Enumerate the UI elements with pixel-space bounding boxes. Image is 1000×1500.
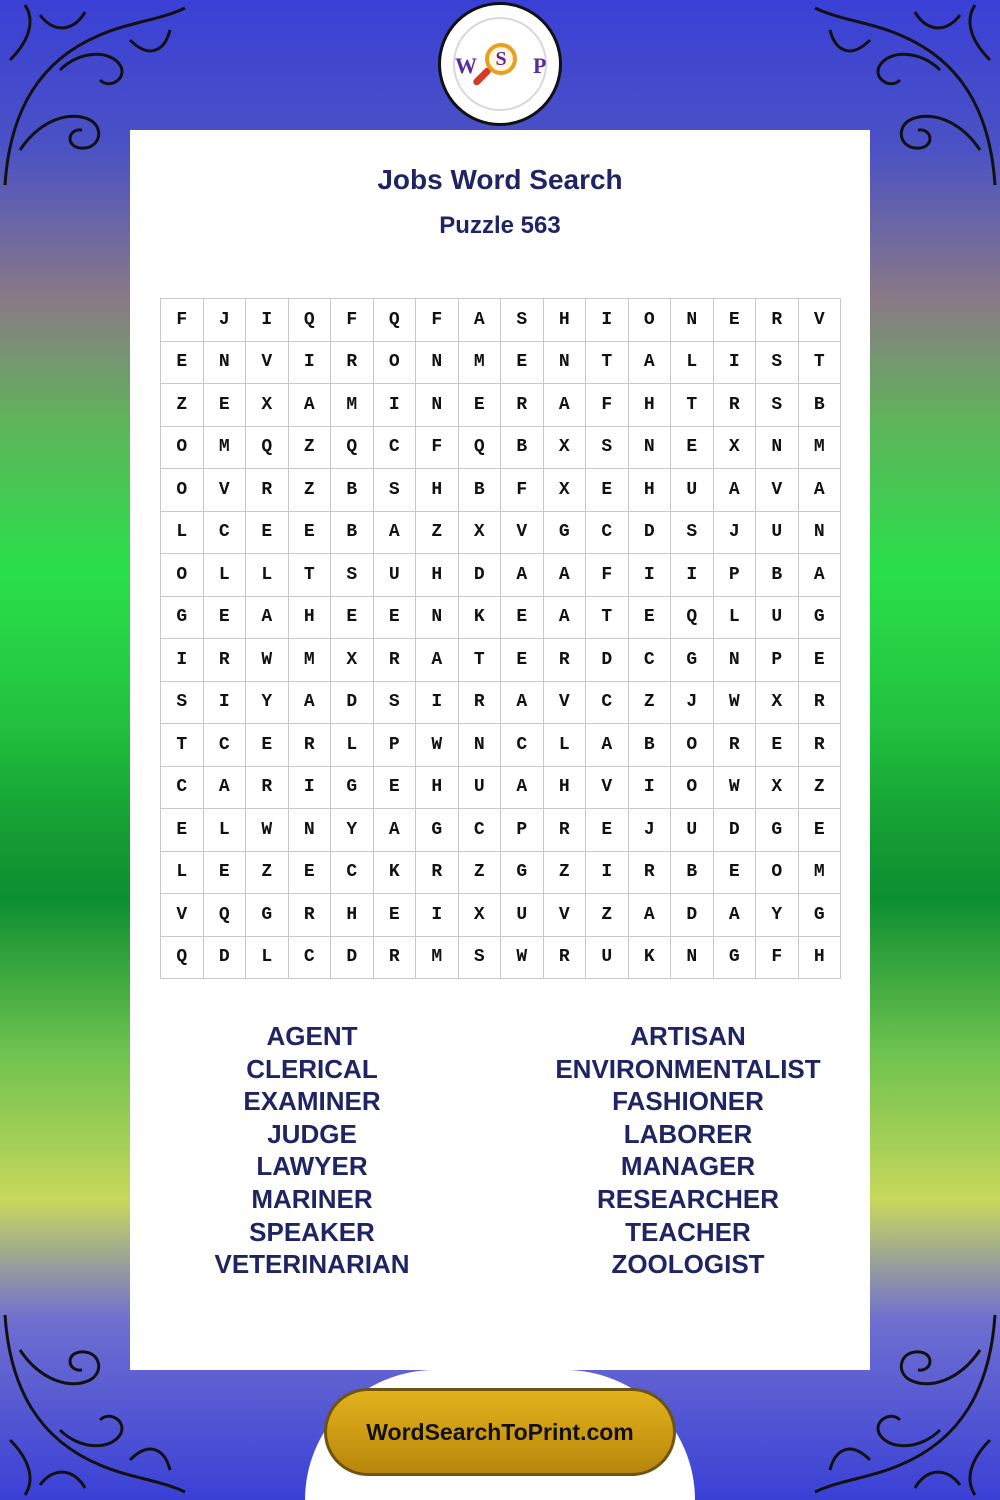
grid-cell[interactable]: W — [714, 682, 757, 725]
grid-cell[interactable]: S — [161, 682, 204, 725]
grid-cell[interactable]: R — [459, 682, 502, 725]
grid-cell[interactable]: U — [586, 937, 629, 980]
grid-cell[interactable]: G — [501, 852, 544, 895]
grid-cell[interactable]: I — [586, 852, 629, 895]
grid-cell[interactable]: U — [374, 554, 417, 597]
grid-cell[interactable]: A — [416, 639, 459, 682]
grid-cell[interactable]: F — [756, 937, 799, 980]
grid-cell[interactable]: G — [671, 639, 714, 682]
grid-cell[interactable]: P — [756, 639, 799, 682]
grid-cell[interactable]: W — [246, 809, 289, 852]
grid-cell[interactable]: A — [629, 342, 672, 385]
grid-cell[interactable]: B — [671, 852, 714, 895]
wsp-logo[interactable] — [438, 2, 562, 126]
grid-cell[interactable]: U — [671, 809, 714, 852]
grid-cell[interactable]: E — [714, 852, 757, 895]
grid-cell[interactable]: X — [544, 427, 587, 470]
grid-cell[interactable]: E — [671, 427, 714, 470]
grid-cell[interactable]: T — [586, 342, 629, 385]
word-item: JUDGE — [267, 1118, 357, 1149]
grid-cell[interactable]: A — [374, 512, 417, 555]
word-item: MANAGER — [620, 1151, 756, 1182]
grid-cell[interactable]: F — [586, 554, 629, 597]
grid-cell[interactable]: L — [544, 724, 587, 767]
puzzle-card — [130, 130, 870, 1370]
grid-cell[interactable]: H — [289, 597, 332, 640]
grid-cell[interactable]: E — [374, 767, 417, 810]
grid-cell[interactable]: R — [629, 852, 672, 895]
grid-cell[interactable]: U — [671, 469, 714, 512]
grid-cell[interactable]: E — [799, 809, 842, 852]
grid-cell[interactable]: I — [289, 767, 332, 810]
grid-cell[interactable]: N — [671, 937, 714, 980]
word-item: SPEAKER — [249, 1216, 375, 1247]
grid-cell[interactable]: Y — [756, 894, 799, 937]
grid-cell[interactable]: K — [629, 937, 672, 980]
grid-cell[interactable]: M — [799, 427, 842, 470]
grid-cell[interactable]: U — [756, 597, 799, 640]
grid-cell[interactable]: D — [671, 894, 714, 937]
grid-cell[interactable]: A — [544, 597, 587, 640]
grid-cell[interactable]: T — [161, 724, 204, 767]
grid-cell[interactable]: A — [501, 682, 544, 725]
grid-cell[interactable]: S — [671, 512, 714, 555]
word-item: ENVIRONMENTALIST — [555, 1053, 821, 1084]
word-item: TEACHER — [625, 1216, 751, 1247]
grid-cell[interactable]: I — [629, 767, 672, 810]
grid-cell[interactable]: G — [714, 937, 757, 980]
grid-cell[interactable]: G — [331, 767, 374, 810]
grid-cell[interactable]: W — [246, 639, 289, 682]
grid-cell[interactable]: Q — [246, 427, 289, 470]
grid-cell[interactable]: D — [459, 554, 502, 597]
grid-cell[interactable]: P — [374, 724, 417, 767]
grid-cell[interactable]: T — [289, 554, 332, 597]
grid-cell[interactable]: I — [374, 384, 417, 427]
grid-cell[interactable]: R — [544, 809, 587, 852]
grid-cell[interactable]: D — [629, 512, 672, 555]
grid-cell[interactable]: E — [799, 639, 842, 682]
grid-cell[interactable]: W — [501, 937, 544, 980]
grid-cell[interactable]: A — [629, 894, 672, 937]
grid-cell[interactable]: A — [459, 299, 502, 342]
grid-cell[interactable]: Q — [204, 894, 247, 937]
grid-cell[interactable]: A — [501, 554, 544, 597]
grid-cell[interactable]: K — [459, 597, 502, 640]
grid-cell[interactable]: Q — [671, 597, 714, 640]
grid-cell[interactable]: E — [586, 469, 629, 512]
grid-cell[interactable]: R — [246, 469, 289, 512]
grid-cell[interactable]: S — [459, 937, 502, 980]
grid-cell[interactable]: F — [331, 299, 374, 342]
grid-cell[interactable]: B — [501, 427, 544, 470]
grid-cell[interactable]: X — [756, 682, 799, 725]
grid-cell[interactable]: Z — [416, 512, 459, 555]
grid-cell[interactable]: R — [501, 384, 544, 427]
grid-cell[interactable]: R — [756, 299, 799, 342]
grid-cell[interactable]: M — [799, 852, 842, 895]
grid-cell[interactable]: P — [714, 554, 757, 597]
grid-cell[interactable]: I — [289, 342, 332, 385]
grid-cell[interactable]: E — [629, 597, 672, 640]
grid-cell[interactable]: G — [161, 597, 204, 640]
grid-cell[interactable]: I — [204, 682, 247, 725]
grid-cell[interactable]: Q — [374, 299, 417, 342]
grid-cell[interactable]: N — [416, 597, 459, 640]
grid-cell[interactable]: O — [671, 767, 714, 810]
grid-cell[interactable]: A — [289, 682, 332, 725]
grid-cell[interactable]: D — [714, 809, 757, 852]
grid-cell[interactable]: G — [799, 597, 842, 640]
grid-cell[interactable]: Z — [246, 852, 289, 895]
grid-cell[interactable]: I — [714, 342, 757, 385]
grid-cell[interactable]: L — [204, 809, 247, 852]
grid-cell[interactable]: C — [289, 937, 332, 980]
grid-cell[interactable]: I — [161, 639, 204, 682]
grid-cell[interactable]: L — [246, 937, 289, 980]
word-item: RESEARCHER — [596, 1183, 780, 1214]
grid-cell[interactable]: C — [204, 512, 247, 555]
grid-cell[interactable]: A — [799, 554, 842, 597]
grid-cell[interactable]: P — [501, 809, 544, 852]
grid-cell[interactable]: E — [501, 342, 544, 385]
grid-cell[interactable]: C — [586, 512, 629, 555]
grid-cell[interactable]: B — [459, 469, 502, 512]
grid-cell[interactable]: E — [204, 384, 247, 427]
grid-cell[interactable]: L — [246, 554, 289, 597]
grid-cell[interactable]: A — [586, 724, 629, 767]
grid-cell[interactable]: Q — [161, 937, 204, 980]
grid-cell[interactable]: E — [161, 342, 204, 385]
page-title: Jobs Word Search — [377, 164, 623, 195]
grid-cell[interactable]: N — [416, 384, 459, 427]
grid-cell[interactable]: O — [161, 554, 204, 597]
grid-cell[interactable]: J — [629, 809, 672, 852]
grid-cell[interactable]: Z — [459, 852, 502, 895]
grid-cell[interactable]: E — [586, 809, 629, 852]
grid-cell[interactable]: R — [544, 639, 587, 682]
magnifier-icon — [485, 43, 517, 75]
grid-cell[interactable]: R — [246, 767, 289, 810]
puzzle-number: Puzzle 563 — [439, 212, 561, 239]
grid-cell[interactable]: L — [671, 342, 714, 385]
grid-cell[interactable]: C — [586, 682, 629, 725]
grid-cell[interactable]: M — [331, 384, 374, 427]
grid-cell[interactable]: A — [799, 469, 842, 512]
grid-cell[interactable]: F — [586, 384, 629, 427]
grid-cell[interactable]: I — [671, 554, 714, 597]
grid-cell[interactable]: C — [501, 724, 544, 767]
grid-cell[interactable]: Z — [161, 384, 204, 427]
grid-cell[interactable]: Z — [289, 469, 332, 512]
grid-cell[interactable]: O — [629, 299, 672, 342]
grid-cell[interactable]: I — [416, 682, 459, 725]
grid-cell[interactable]: S — [374, 682, 417, 725]
grid-cell[interactable]: R — [799, 724, 842, 767]
grid-cell[interactable]: R — [204, 639, 247, 682]
letter-grid — [160, 298, 841, 979]
grid-cell[interactable]: X — [331, 639, 374, 682]
word-list-left — [142, 1020, 482, 1281]
grid-cell[interactable]: D — [204, 937, 247, 980]
grid-cell[interactable]: S — [586, 427, 629, 470]
grid-cell[interactable]: O — [374, 342, 417, 385]
grid-cell[interactable]: K — [374, 852, 417, 895]
grid-cell[interactable]: L — [161, 852, 204, 895]
grid-cell[interactable]: F — [161, 299, 204, 342]
grid-cell[interactable]: S — [756, 342, 799, 385]
grid-cell[interactable]: X — [246, 384, 289, 427]
grid-cell[interactable]: G — [799, 894, 842, 937]
grid-cell[interactable]: H — [544, 767, 587, 810]
grid-cell[interactable]: F — [501, 469, 544, 512]
grid-cell[interactable]: H — [544, 299, 587, 342]
grid-cell[interactable]: A — [246, 597, 289, 640]
grid-cell[interactable]: R — [714, 384, 757, 427]
word-item: LABORER — [623, 1118, 753, 1149]
grid-cell[interactable]: N — [289, 809, 332, 852]
grid-cell[interactable]: A — [544, 554, 587, 597]
logo-letter-w: W — [455, 53, 477, 78]
grid-cell[interactable]: E — [161, 809, 204, 852]
grid-cell[interactable]: J — [204, 299, 247, 342]
grid-cell[interactable]: T — [671, 384, 714, 427]
grid-cell[interactable]: F — [416, 427, 459, 470]
grid-cell[interactable]: V — [161, 894, 204, 937]
grid-cell[interactable]: W — [416, 724, 459, 767]
grid-cell[interactable]: E — [246, 724, 289, 767]
grid-cell[interactable]: O — [756, 852, 799, 895]
grid-cell[interactable]: B — [799, 384, 842, 427]
grid-cell[interactable]: T — [799, 342, 842, 385]
grid-cell[interactable]: H — [416, 554, 459, 597]
word-item: FASHIONER — [612, 1086, 764, 1117]
grid-cell[interactable]: B — [331, 469, 374, 512]
grid-cell[interactable]: M — [289, 639, 332, 682]
grid-cell[interactable]: H — [629, 384, 672, 427]
grid-cell[interactable]: Q — [289, 299, 332, 342]
grid-cell[interactable]: S — [756, 384, 799, 427]
grid-cell[interactable]: V — [204, 469, 247, 512]
grid-cell[interactable]: Q — [459, 427, 502, 470]
grid-cell[interactable]: H — [629, 469, 672, 512]
grid-cell[interactable]: Z — [544, 852, 587, 895]
word-item: ARTISAN — [630, 1021, 746, 1051]
grid-cell[interactable]: V — [756, 469, 799, 512]
grid-cell[interactable]: C — [331, 852, 374, 895]
grid-cell[interactable]: H — [416, 767, 459, 810]
grid-cell[interactable]: Y — [331, 809, 374, 852]
grid-cell[interactable]: V — [586, 767, 629, 810]
grid-cell[interactable]: X — [459, 512, 502, 555]
grid-cell[interactable]: Z — [799, 767, 842, 810]
grid-cell[interactable]: C — [204, 724, 247, 767]
grid-cell[interactable]: A — [289, 384, 332, 427]
grid-cell[interactable]: G — [544, 512, 587, 555]
grid-cell[interactable]: E — [501, 639, 544, 682]
grid-cell[interactable]: R — [544, 937, 587, 980]
grid-cell[interactable]: V — [799, 299, 842, 342]
grid-cell[interactable]: V — [544, 682, 587, 725]
grid-cell[interactable]: N — [714, 639, 757, 682]
grid-cell[interactable]: E — [459, 384, 502, 427]
grid-cell[interactable]: F — [416, 299, 459, 342]
grid-cell[interactable]: D — [331, 937, 374, 980]
grid-cell[interactable]: N — [671, 299, 714, 342]
grid-cell[interactable]: L — [714, 597, 757, 640]
grid-cell[interactable]: N — [204, 342, 247, 385]
grid-cell[interactable]: Z — [586, 894, 629, 937]
grid-cell[interactable]: S — [331, 554, 374, 597]
grid-cell[interactable]: R — [289, 724, 332, 767]
word-item: CLERICAL — [246, 1053, 378, 1084]
grid-cell[interactable]: R — [374, 639, 417, 682]
grid-cell[interactable]: A — [714, 469, 757, 512]
grid-cell[interactable]: J — [671, 682, 714, 725]
grid-cell[interactable]: H — [416, 469, 459, 512]
grid-cell[interactable]: W — [714, 767, 757, 810]
word-item: MARINER — [251, 1183, 373, 1214]
grid-cell[interactable]: N — [799, 512, 842, 555]
grid-cell[interactable]: R — [331, 342, 374, 385]
grid-cell[interactable]: E — [204, 852, 247, 895]
grid-cell[interactable]: A — [374, 809, 417, 852]
grid-cell[interactable]: J — [714, 512, 757, 555]
grid-cell[interactable]: T — [586, 597, 629, 640]
grid-cell[interactable]: S — [501, 299, 544, 342]
word-item: LAWYER — [256, 1151, 368, 1182]
grid-cell[interactable]: X — [459, 894, 502, 937]
grid-cell[interactable]: E — [331, 597, 374, 640]
grid-cell[interactable]: N — [756, 427, 799, 470]
grid-cell[interactable]: N — [629, 427, 672, 470]
word-item: AGENT — [266, 1021, 358, 1051]
grid-cell[interactable]: X — [714, 427, 757, 470]
grid-cell[interactable]: E — [246, 512, 289, 555]
word-item: EXAMINER — [243, 1086, 381, 1117]
grid-cell[interactable]: R — [416, 852, 459, 895]
grid-cell[interactable]: G — [756, 809, 799, 852]
grid-cell[interactable]: I — [246, 299, 289, 342]
grid-cell[interactable]: G — [246, 894, 289, 937]
grid-cell[interactable]: E — [374, 894, 417, 937]
grid-cell[interactable]: B — [331, 512, 374, 555]
grid-cell[interactable]: E — [289, 512, 332, 555]
grid-cell[interactable]: N — [416, 342, 459, 385]
grid-cell[interactable]: E — [756, 724, 799, 767]
grid-cell[interactable]: E — [289, 852, 332, 895]
logo-letter-s: S — [495, 48, 507, 70]
grid-cell[interactable]: Y — [246, 682, 289, 725]
grid-cell[interactable]: C — [374, 427, 417, 470]
grid-cell[interactable]: A — [544, 384, 587, 427]
grid-cell[interactable]: I — [416, 894, 459, 937]
grid-cell[interactable]: H — [799, 937, 842, 980]
grid-cell[interactable]: N — [459, 724, 502, 767]
grid-cell[interactable]: C — [459, 809, 502, 852]
grid-cell[interactable]: H — [331, 894, 374, 937]
grid-cell[interactable]: U — [501, 894, 544, 937]
grid-cell[interactable]: X — [544, 469, 587, 512]
grid-cell[interactable]: Q — [331, 427, 374, 470]
grid-cell[interactable]: U — [756, 512, 799, 555]
grid-cell[interactable]: M — [416, 937, 459, 980]
grid-cell[interactable]: O — [161, 469, 204, 512]
grid-cell[interactable]: S — [374, 469, 417, 512]
word-item: VETERINARIAN — [214, 1249, 410, 1280]
grid-cell[interactable]: A — [501, 767, 544, 810]
grid-cell[interactable]: A — [204, 767, 247, 810]
grid-cell[interactable]: V — [246, 342, 289, 385]
grid-cell[interactable]: A — [714, 894, 757, 937]
grid-cell[interactable]: E — [374, 597, 417, 640]
grid-cell[interactable]: R — [374, 937, 417, 980]
grid-cell[interactable]: E — [204, 597, 247, 640]
grid-cell[interactable]: D — [586, 639, 629, 682]
grid-cell[interactable]: L — [204, 554, 247, 597]
grid-cell[interactable]: V — [501, 512, 544, 555]
grid-cell[interactable]: T — [459, 639, 502, 682]
grid-cell[interactable]: B — [756, 554, 799, 597]
grid-cell[interactable]: E — [501, 597, 544, 640]
grid-cell[interactable]: M — [459, 342, 502, 385]
grid-cell[interactable]: O — [161, 427, 204, 470]
grid-cell[interactable]: I — [629, 554, 672, 597]
grid-cell[interactable]: U — [459, 767, 502, 810]
grid-cell[interactable]: I — [586, 299, 629, 342]
grid-cell[interactable]: L — [161, 512, 204, 555]
grid-cell[interactable]: C — [161, 767, 204, 810]
word-item: ZOOLOGIST — [611, 1249, 765, 1280]
grid-cell[interactable]: R — [289, 894, 332, 937]
grid-cell[interactable]: M — [204, 427, 247, 470]
site-link-button[interactable]: WordSearchToPrint.com — [324, 1388, 676, 1476]
logo-letter-p: P — [533, 53, 547, 78]
grid-cell[interactable]: D — [331, 682, 374, 725]
grid-cell[interactable]: G — [416, 809, 459, 852]
grid-cell[interactable]: R — [799, 682, 842, 725]
grid-cell[interactable]: L — [331, 724, 374, 767]
grid-cell[interactable]: R — [714, 724, 757, 767]
grid-cell[interactable]: O — [671, 724, 714, 767]
grid-cell[interactable]: C — [629, 639, 672, 682]
grid-cell[interactable]: Z — [289, 427, 332, 470]
grid-cell[interactable]: N — [544, 342, 587, 385]
grid-cell[interactable]: E — [714, 299, 757, 342]
grid-cell[interactable]: V — [544, 894, 587, 937]
grid-cell[interactable]: X — [756, 767, 799, 810]
grid-cell[interactable]: B — [629, 724, 672, 767]
grid-cell[interactable]: Z — [629, 682, 672, 725]
word-list-right — [518, 1020, 858, 1281]
